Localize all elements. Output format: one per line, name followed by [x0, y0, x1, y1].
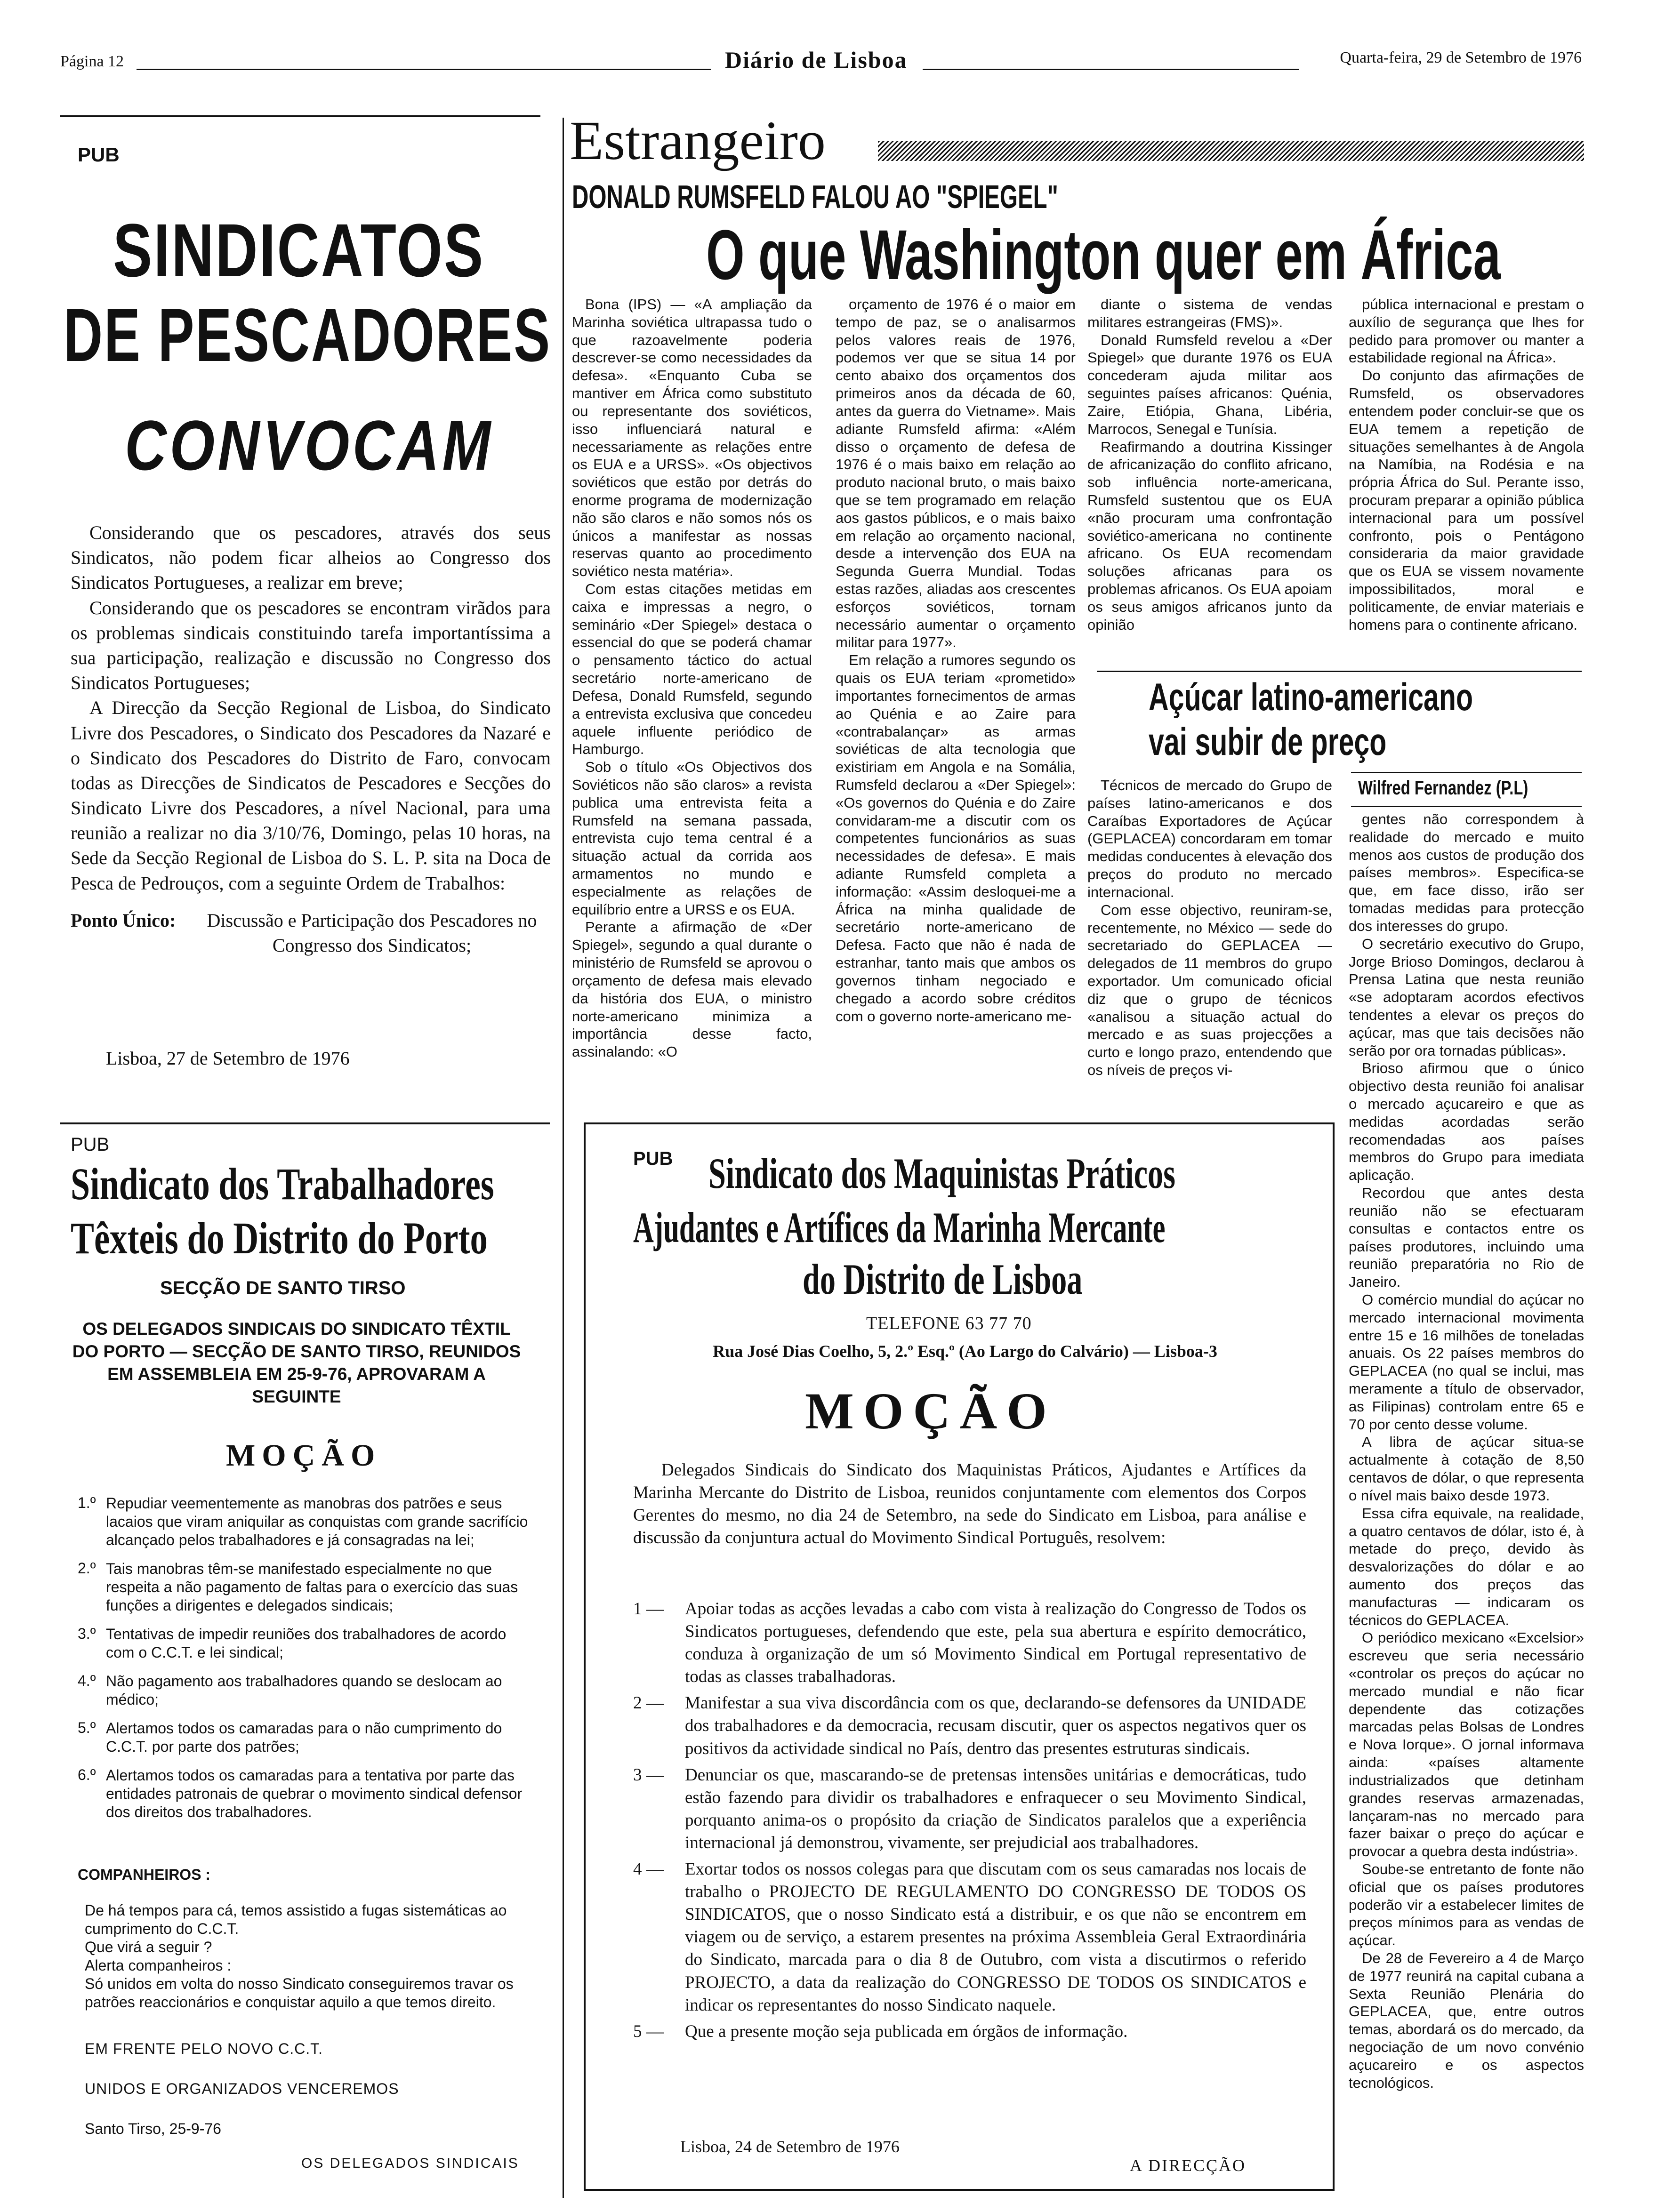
masthead-rule-left — [137, 69, 711, 70]
article-paragraph: Donald Rumsfeld revelou a «Der Spiegel» que durante 1976 os EUA concederam ajuda militar aos seguintes países africanos: Quénia, Zaire, Etiópia, Ghana, Libéria, Marrocos, Senegal e Tunísia. — [1087, 331, 1332, 437]
article-paragraph: diante o sistema de vendas militares estrangeiras (FMS)». — [1087, 296, 1332, 330]
item-text: Repudiar veementemente as manobras dos patrões e seus lacaios que viram aniquilar as conquistas com grande sacrifício alcançado pelos trabalhadores e já consagradas na lei; — [106, 1495, 528, 1549]
ad-texteis-slogan-1: EM FRENTE PELO NOVO C.C.T. — [85, 2040, 323, 2057]
acucar-column-left — [1087, 777, 1332, 1079]
item-text: Alertamos todos os camaradas para o não cumprimento do C.C.T. por parte dos patrões; — [106, 1720, 502, 1755]
acucar-byline: Wilfred Fernandez (P.L) — [1358, 777, 1528, 799]
article-paragraph: Sob o título «Os Objectivos dos Soviéticos não são claros» a revista publica uma entrevista feita a Rumsfeld na semana passada, entrevista cujo tema central é a situação actual da corrida aos armamentos no mundo e especialmente as relações de equilíbrio entre a URSS e os EUA. — [572, 759, 812, 918]
ad-pescadores-paragraph: Considerando que os pescadores se encontram virãdos para os problemas sindicais constituindo tarefa importantíssima a sua participação, realização e discussão no Congresso dos Sindicatos Portugueses; — [71, 597, 551, 694]
article-paragraph: pública internacional e prestam o auxílio de segurança que lhes for pedido para promover ou manter a estabilidade regional na África». — [1349, 296, 1584, 366]
article-paragraph: Reafirmando a doutrina Kissinger de africanização do conflito africano, sob influência norte-americana, Rumsfeld sustentou que os EUA «não procuram uma confrontação soviético-americana no continente africano. Os EUA recomendam soluções africanas para os problemas africanos. Os EUA apoiam os seus amigos africanos junto da opinião — [1087, 438, 1332, 633]
item-number: 3.º — [78, 1625, 96, 1643]
acucar-headline-2: vai subir de preço — [1149, 721, 1387, 763]
item-text: Não pagamento aos trabalhadores quando se deslocam ao médico; — [106, 1673, 502, 1708]
item-text: Apoiar todas as acções levadas a cabo com vista à realização do Congresso de Todos os Sindicatos portugueses, defendendo que este, pela sua abertura e espírito democrático, conduza à organização de um só Movimento Sindical em Portugal representativo de todas as classes trabalhadoras. — [685, 1599, 1306, 1687]
ad-pescadores-top-rule — [60, 115, 540, 117]
item-number: 2 — — [633, 1693, 664, 1713]
ad-pescadores-pub: PUB — [78, 144, 120, 166]
article-paragraph: Bona (IPS) — «A ampliação da Marinha soviética ultrapassa tudo o que razoavelmente poderia descrever-se como necessidades da defesa». «Enquanto Cuba se mantiver em África como substituto ou representante dos soviéticos, isso influenciará natural e necessariamente as relações entre os EUA e a URSS». «Os objectivos soviéticos que estão por detrás do enorme programa de modernização não são claros e não somos nós os únicos a manifestar as nossas reservas quanto ao procedimento soviético nesta matéria». — [572, 296, 812, 580]
closing-line: Alerta companheiros : — [85, 1957, 232, 1974]
ad-texteis-seccao: SECÇÃO DE SANTO TIRSO — [160, 1278, 406, 1298]
ad-texteis-signature: OS DELEGADOS SINDICAIS — [301, 2156, 519, 2171]
masthead-rule-right — [923, 69, 1299, 70]
ad-texteis-top-rule — [60, 1122, 550, 1124]
list-item — [78, 1625, 530, 1662]
ad-pescadores-title-2: DE PESCADORES — [64, 293, 552, 377]
ad-texteis-companheiros: COMPANHEIROS : — [78, 1866, 211, 1883]
item-number: 2.º — [78, 1560, 96, 1577]
item-text: Que a presente moção seja publicada em órgãos de informação. — [685, 2021, 1128, 2041]
article-paragraph: O comércio mundial do açúcar no mercado internacional movimenta entre 15 e 16 milhões de toneladas anuais. Os 22 países membros do GEPLACEA (no qual se inclui, mas meramente a título de observador, as Filipinas) controlam entre 65 e 70 por cento desse volume. — [1349, 1291, 1584, 1433]
ad-texteis-pub: PUB — [71, 1134, 110, 1155]
list-item — [78, 1560, 530, 1615]
section-title: Estrangeiro — [570, 110, 826, 171]
closing-line: De há tempos para cá, temos assistido a fugas sistemáticas ao cumprimento do C.C.T. — [85, 1902, 507, 1938]
rumsfeld-kicker: DONALD RUMSFELD FALOU AO "SPIEGEL" — [572, 178, 1058, 215]
page-number: Página 12 — [60, 53, 124, 70]
ad-pescadores-paragraph: A Direcção da Secção Regional de Lisboa, do Sindicato Livre dos Pescadores, o Sindicato dos Pescadores da Nazaré e o Sindicato dos Pescadores do Distrito de Faro, convocam todas as Direcções de Sindicatos de Pescadores e Secções do Sindicato Livre dos Pescadores, a nível Nacional, para uma reunião a realizar no dia 3/10/76, Domingo, pelas 10 horas, na Sede da Secção Regional de Lisboa do S. L. P. sita na Doca de Pesca de Pedrouços, com a seguinte Ordem de Trabalhos: — [71, 697, 551, 894]
acucar-headline-1: Açúcar latino-americano — [1149, 676, 1473, 719]
ad-pescadores-title-3: CONVOCAM — [125, 406, 494, 485]
list-item — [78, 1719, 530, 1756]
item-number: 6.º — [78, 1766, 96, 1784]
item-text: Tais manobras têm-se manifestado especialmente no que respeita a não pagamento de faltas para o exercício das suas funções a dirigentes e delegados sindicais; — [106, 1560, 518, 1614]
masthead-title: Diário de Lisboa — [725, 47, 908, 73]
masthead-date: Quarta-feira, 29 de Setembro de 1976 — [1340, 49, 1582, 66]
list-item — [633, 1858, 1306, 2017]
ponto-label: Ponto Único: — [71, 909, 176, 931]
article-paragraph: Com estas citações metidas em caixa e impressas a negro, o seminário «Der Spiegel» destaca o essencial do que se poderá chamar o pensamento táctico do actual secretário norte-americano de Defesa, Donald Rumsfeld, segundo a entrevista exclusiva que concedeu aquele influente periódico de Hamburgo. — [572, 581, 812, 758]
acucar-top-rule — [1097, 671, 1582, 672]
list-item — [78, 1766, 530, 1821]
ad-maquinistas-title-2: Ajudantes e Artífices da Marinha Mercante — [633, 1203, 1166, 1251]
article-paragraph: Em relação a rumores segundo os quais os EUA teriam «prometido» importantes fornecimentos de armas ao Quénia e ao Zaire para «contrabalançar» as armas soviéticas de alta tecnologia que existiriam em Angola e na Somália, Rumsfeld declarou a «Der Spiegel»: «Os governos do Quénia e do Zaire convidaram-me a discutir com os competentes funcionários as suas necessidades de defesa». E mais adiante Rumsfeld completa a informação: «Assim desloquei-me a África na minha qualidade de secretário norte-americano de Defesa. Facto que não é nada de estranhar, tanto mais que ambos os governos tinham negociado e chegado a acordo sobre créditos com o governo norte-americano me- — [836, 652, 1076, 1025]
article-paragraph: Brioso afirmou que o único objectivo desta reunião foi analisar o mercado açucareiro e que as medidas acordadas serão recomendadas aos países membros do Grupo para imediata aplicação. — [1349, 1060, 1584, 1184]
ad-maquinistas-title-1: Sindicato dos Maquinistas Práticos — [708, 1149, 1175, 1197]
section-hatch-bar — [878, 141, 1584, 161]
ad-maquinistas-address: Rua José Dias Coelho, 5, 2.º Esq.º (Ao Largo do Calvário) — Lisboa-3 — [713, 1342, 1217, 1361]
ad-texteis-intro: OS DELEGADOS SINDICAIS DO SINDICATO TÊXTIL DO PORTO — SECÇÃO DE SANTO TIRSO, REUNIDOS EM ASSEMBLEIA EM 25-9-76, APROVARAM A SEGUINTE — [72, 1319, 521, 1407]
article-paragraph: Essa cifra equivale, na realidade, a quatro centavos de dólar, isto é, à metade do preço, devido às desvalorizações do dólar e ao aumento dos preços das manufacturas — indicaram os técnicos do GEPLACEA. — [1349, 1505, 1584, 1628]
article-paragraph: Do conjunto das afirmações de Rumsfeld, os observadores entendem poder concluir-se que os EUA temem a repetição de situações semelhantes à de Angola na Namíbia, na Rodésia e na própria África do Sul. Perante isso, procuram preparar a opinião pública internacional para um possível confronto, pois o Pentágono consideraria da maior gravidade que os EUA se vissem novamente impossibilitados, moral e politicamente, de enviar materiais e homens para o continente africano. — [1349, 367, 1584, 633]
ad-maquinistas-list — [633, 1598, 1306, 2047]
rumsfeld-column-3 — [1087, 296, 1332, 633]
ad-texteis-title-2: Têxteis do Distrito do Porto — [71, 1213, 488, 1263]
ponto-text: Discussão e Participação dos Pescadores no Congresso dos Sindicatos; — [207, 909, 537, 956]
item-text: Exortar todos os nossos colegas para que discutam com os seus camaradas nos locais de trabalho o PROJECTO DE REGULAMENTO DO CONGRESSO DE TODOS OS SINDICATOS, que o nosso Sindicato está a distribuir, e os que não se encontrem em viagem ou de serviço, a estarem presentes na próxima Assembleia Geral Extraordinária do Sindicato, marcada para o dia 8 de Outubro, com vista a discutirmos o referido PROJECTO, a data da realização do CONGRESSO DE TODOS OS SINDICATOS e indicar os representantes do nosso Sindicato naquele. — [685, 1859, 1306, 2015]
item-text: Tentativas de impedir reuniões dos trabalhadores de acordo com o C.C.T. e lei sindical; — [106, 1626, 507, 1661]
rumsfeld-headline: O que Washington quer em África — [706, 215, 1501, 294]
ad-texteis-closing — [85, 1901, 523, 2012]
closing-line: Só unidos em volta do nosso Sindicato conseguiremos travar os patrões reaccionários e conquistar aquilo a que temos direito. — [85, 1975, 514, 2011]
list-item — [78, 1494, 530, 1549]
article-paragraph: Recordou que antes desta reunião não se efectuaram consultas e contactos entre os países produtores, incluindo uma reunião preparatória no Rio de Janeiro. — [1349, 1185, 1584, 1290]
acucar-byline-rule — [1351, 772, 1582, 773]
list-item — [633, 1598, 1306, 1688]
item-number: 1 — — [633, 1599, 664, 1619]
rumsfeld-column-2 — [836, 296, 1076, 1025]
article-paragraph: orçamento de 1976 é o maior em tempo de paz, se o analisarmos pelos valores reais de 1976, podemos ver que se situa 14 por cento abaixo dos orçamentos dos primeiros anos da década de 60, antes da guerra do Vietname». Mais adiante Rumsfeld afirma: «Além disso o orçamento de defesa de 1976 é o mais baixo em relação ao produto nacional bruto, o mais baixo que se tem programado em relação aos gastos públicos, e o mais baixo em relação ao orçamento nacional, desde a intervenção dos EUA na Segunda Guerra Mundial. Todas estas razões, aliadas aos crescentes esforços soviéticos, tornam necessário aumentar o orçamento militar para 1977». — [836, 296, 1076, 651]
list-item — [633, 2020, 1306, 2043]
list-item — [633, 1764, 1306, 1854]
item-text: Alertamos todos os camaradas para a tentativa por parte das entidades patronais de quebrar o movimento sindical defensor dos direitos dos trabalhadores. — [106, 1767, 523, 1821]
ad-texteis-place-date: Santo Tirso, 25-9-76 — [85, 2120, 221, 2137]
item-text: Denunciar os que, mascarando-se de pretensas intensões unitárias e democráticas, tudo estão fazendo para dividir os trabalhadores e enfraquecer o seu Movimento Sindical, porquanto anima-os o propósito da criação de Sindicatos paralelos que a experiência internacional já demonstrou, vivamente, ser prejudicial aos trabalhadores. — [685, 1765, 1306, 1852]
list-item — [633, 1692, 1306, 1760]
acucar-byline-rule-bottom — [1351, 806, 1582, 807]
ad-maquinistas-title-3: do Distrito de Lisboa — [803, 1255, 1083, 1303]
ad-pescadores-date: Lisboa, 27 de Setembro de 1976 — [106, 1048, 350, 1069]
closing-line: Que virá a seguir ? — [85, 1939, 212, 1956]
ad-maquinistas-signature: A DIRECÇÃO — [1130, 2156, 1247, 2175]
article-paragraph: gentes não correspondem à realidade do mercado e muito menos aos custos de produção dos países membros». Especifica-se que, em face disso, irão ser tomadas medidas para protecção dos interesses do grupo. — [1349, 811, 1584, 934]
article-paragraph: Com esse objectivo, reuniram-se, recentemente, no México — sede do secretariado do GEPLACEA — delegados de 11 membros do grupo exportador. Um comunicado oficial diz que o grupo de técnicos «analisou a situação actual do mercado e as suas projecções a curto e longo prazo, entendendo que os níveis de preços vi- — [1087, 901, 1332, 1078]
article-paragraph: O secretário executivo do Grupo, Jorge Brioso Domingos, declarou à Prensa Latina que nesta reunião «se adoptaram acordos efectivos tendentes a elevar os preços do açúcar, mas que tais decisões não serão por ora tornadas públicas». — [1349, 935, 1584, 1059]
item-number: 4.º — [78, 1672, 96, 1690]
article-paragraph: Soube-se entretanto de fonte não oficial que os países produtores poderão vir a estabelecer limites de preços mínimos para as vendas de açúcar. — [1349, 1860, 1584, 1949]
article-paragraph: Perante a afirmação de «Der Spiegel», segundo a qual durante o ministério de Rumsfeld se aprovou o orçamento de defesa mais elevado da história dos EUA, o ministro norte-americano minimiza a importância desse facto, assinalando: «O — [572, 919, 812, 1060]
ad-maquinistas-pub: PUB — [633, 1148, 673, 1169]
ad-pescadores-body — [71, 520, 551, 958]
item-number: 5.º — [78, 1719, 96, 1737]
article-paragraph: O periódico mexicano «Excelsior» escreveu que seria necessário «controlar os preços do açúcar no mercado mundial e não ficar dependente das cotizações marcadas pelas Bolsas de Londres e Nova Iorque». O jornal informava ainda: «países altamente industrializados que detinham grandes reservas armazenadas, lançaram-nas no mercado para fazer baixar o preço do açúcar e provocar a quebra desta indústria». — [1349, 1629, 1584, 1860]
item-number: 4 — — [633, 1859, 664, 1879]
item-number: 5 — — [633, 2021, 664, 2041]
ad-texteis-list — [78, 1494, 530, 1832]
ad-pescadores-title-1: SINDICATOS — [113, 208, 485, 292]
ad-maquinistas-mocao: MOÇÃO — [805, 1382, 1056, 1440]
rumsfeld-column-1 — [572, 296, 812, 1061]
ad-texteis-slogan-2: UNIDOS E ORGANIZADOS VENCEREMOS — [85, 2080, 399, 2097]
item-text: Manifestar a sua viva discordância com os que, declarando-se defensores da UNIDADE dos trabalhadores e da democracia, recusam discutir, quer os aspectos negativos quer os positivos da actividade sindical no País, dentro das presentes estruturas sindicais. — [685, 1693, 1306, 1758]
ad-pescadores-ponto — [71, 908, 551, 958]
article-paragraph: De 28 de Fevereiro a 4 de Março de 1977 reunirá na capital cubana a Sexta Reunião Plenária do GEPLACEA, que, entre outros temas, abordará os do mercado, da negociação de um novo convénio açucareiro e os aspectos tecnológicos. — [1349, 1950, 1584, 2091]
ad-maquinistas-telefone: TELEFONE 63 77 70 — [866, 1314, 1032, 1333]
ad-pescadores-paragraph: Considerando que os pescadores, através dos seus Sindicatos, não podem ficar alheios ao Congresso dos Sindicatos Portugueses, a realizar em breve; — [71, 522, 551, 593]
article-paragraph: A libra de açúcar situa-se actualmente à cotação de 8,50 centavos de dólar, o que representa o nível mais baixo desde 1973. — [1349, 1434, 1584, 1504]
article-paragraph: Técnicos de mercado do Grupo de países latino-americanos e dos Caraíbas Exportadores de Açúcar (GEPLACEA) concordaram em tomar medidas conducentes à elevação dos preços do produto no mercado internacional. — [1087, 777, 1332, 900]
ad-texteis-mocao: MOÇÃO — [226, 1438, 382, 1473]
list-item — [78, 1672, 530, 1709]
ad-texteis-title-1: Sindicato dos Trabalhadores — [71, 1159, 494, 1209]
ad-maquinistas-date: Lisboa, 24 de Setembro de 1976 — [680, 2137, 900, 2156]
column-divider — [563, 118, 564, 2198]
acucar-column-right — [1349, 810, 1584, 2092]
item-number: 3 — — [633, 1765, 664, 1785]
item-number: 1.º — [78, 1494, 96, 1511]
rumsfeld-column-4 — [1349, 296, 1584, 633]
ad-maquinistas-intro: Delegados Sindicais do Sindicato dos Maquinistas Práticos, Ajudantes e Artífices da Marinha Mercante do Distrito de Lisboa, reunidos conjuntamente com elementos dos Corpos Gerentes do mesmo, no dia 24 de Setembro, na sede do Sindicato em Lisboa, para análise e discussão da conjuntura actual do Movimento Sindical Português, resolvem: — [633, 1460, 1306, 1548]
